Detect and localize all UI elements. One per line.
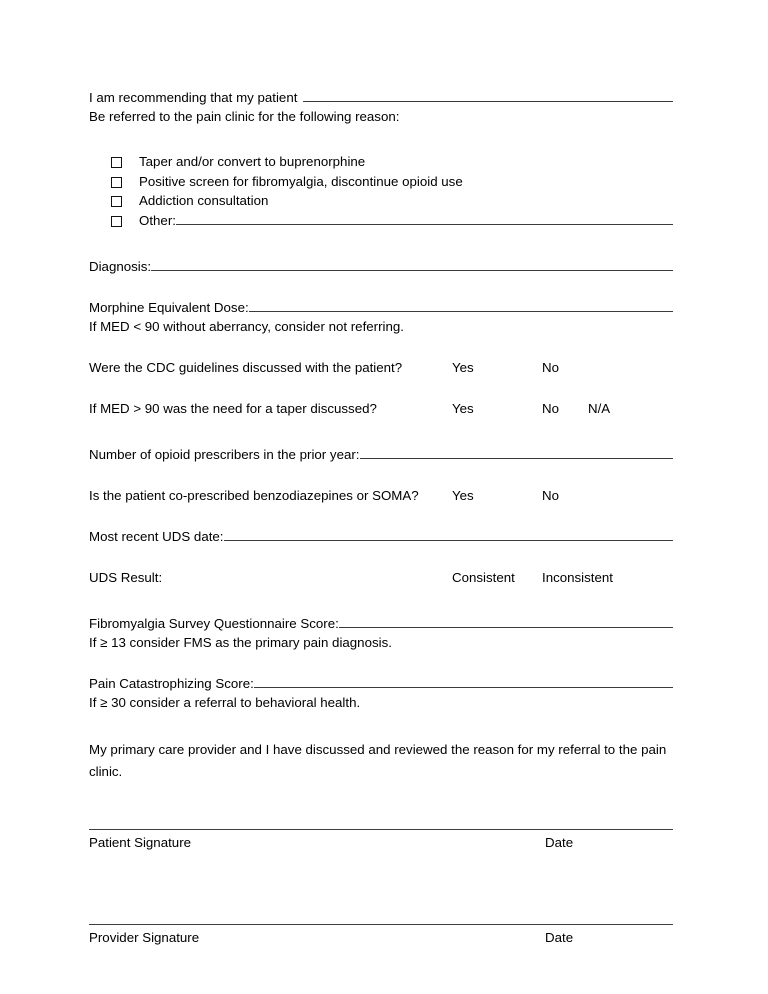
spacer: [89, 505, 673, 527]
referral-label: Be referred to the pain clinic for the following reason:: [89, 109, 400, 124]
option-no[interactable]: No: [542, 360, 559, 375]
spacer: [89, 712, 673, 739]
reason-checkbox-list: [89, 152, 673, 230]
pcs-note: If ≥ 30 consider a referral to behavioral health.: [89, 695, 361, 710]
referral-reason-row: [89, 107, 673, 126]
question-text: Is the patient co-prescribed benzodiazepines or SOMA?: [89, 488, 419, 503]
question-text: If MED > 90 was the need for a taper discussed?: [89, 401, 377, 416]
option-yes[interactable]: Yes: [452, 488, 474, 503]
patient-signature-label: Patient Signature: [89, 835, 192, 850]
question-text: UDS Result:: [89, 570, 163, 585]
provider-signature-block: [89, 924, 673, 949]
pcs-blank[interactable]: [254, 675, 673, 688]
spacer: [89, 652, 673, 674]
empty-checkbox-icon[interactable]: [111, 196, 122, 207]
fsq-note-row: [89, 633, 673, 652]
question-uds-result: [89, 568, 673, 587]
question-taper-discussed: [89, 399, 673, 418]
provider-signature-label: Provider Signature: [89, 930, 200, 945]
patient-date-label: Date: [545, 835, 574, 850]
spacer: [89, 377, 673, 399]
signature-labels: [89, 833, 673, 854]
prescribers-label: Number of opioid prescribers in the prior year:: [89, 447, 360, 462]
empty-checkbox-icon[interactable]: [111, 216, 122, 227]
uds-date-label: Most recent UDS date:: [89, 529, 224, 544]
list-item[interactable]: [89, 172, 673, 192]
med-row: [89, 298, 673, 317]
question-text: Were the CDC guidelines discussed with the patient?: [89, 360, 403, 375]
option-consistent[interactable]: Consistent: [452, 570, 515, 585]
list-item-label: Addiction consultation: [139, 193, 269, 208]
question-benzodiazepines-soma: [89, 486, 673, 505]
spacer: [89, 854, 673, 924]
spacer: [89, 230, 673, 257]
pcs-label: Pain Catastrophizing Score:: [89, 676, 254, 691]
form-body: [89, 88, 673, 949]
signature-line[interactable]: [89, 924, 673, 925]
list-item-label: Other:: [139, 212, 176, 228]
empty-checkbox-icon[interactable]: [111, 157, 122, 168]
signature-labels: [89, 928, 673, 949]
prescribers-row: [89, 445, 673, 464]
pcs-note-row: [89, 693, 673, 712]
spacer: [89, 336, 673, 358]
spacer: [89, 587, 673, 614]
list-item[interactable]: [89, 211, 673, 231]
option-na[interactable]: N/A: [588, 401, 611, 416]
diagnosis-label: Diagnosis:: [89, 259, 152, 274]
pcs-row: [89, 674, 673, 693]
list-item-label: Positive screen for fibromyalgia, discontinue opioid use: [139, 173, 463, 189]
list-item[interactable]: [89, 152, 673, 172]
diagnosis-blank[interactable]: [151, 258, 673, 271]
fsq-row: [89, 614, 673, 633]
med-blank[interactable]: [249, 299, 673, 312]
patient-signature-block: [89, 829, 673, 854]
fsq-label: Fibromyalgia Survey Questionnaire Score:: [89, 616, 339, 631]
option-inconsistent[interactable]: Inconsistent: [542, 570, 613, 585]
option-no[interactable]: No: [542, 488, 559, 503]
empty-checkbox-icon[interactable]: [111, 177, 122, 188]
spacer: [89, 464, 673, 486]
med-note: If MED < 90 without aberrancy, consider not referring.: [89, 319, 404, 334]
recommend-row: [89, 88, 673, 107]
question-cdc-guidelines-discussed: [89, 358, 673, 377]
recommend-label: I am recommending that my patient: [89, 90, 298, 105]
med-note-row: [89, 317, 673, 336]
prescribers-blank[interactable]: [360, 446, 674, 459]
list-item-label: Taper and/or convert to buprenorphine: [139, 154, 366, 169]
option-no[interactable]: No: [542, 401, 559, 416]
fsq-blank[interactable]: [339, 615, 673, 628]
uds-date-blank[interactable]: [224, 528, 673, 541]
uds-date-row: [89, 527, 673, 546]
signature-line[interactable]: [89, 829, 673, 830]
fsq-note: If ≥ 13 consider FMS as the primary pain diagnosis.: [89, 635, 392, 650]
spacer: [89, 783, 673, 829]
option-yes[interactable]: Yes: [452, 360, 474, 375]
list-item[interactable]: [89, 191, 673, 211]
other-reason-blank[interactable]: [176, 212, 673, 225]
diagnosis-row: [89, 257, 673, 276]
spacer: [89, 418, 673, 445]
option-yes[interactable]: Yes: [452, 401, 474, 416]
attestation-text: My primary care provider and I have discussed and reviewed the reason for my referral to the pain clinic.: [89, 742, 667, 779]
med-label: Morphine Equivalent Dose:: [89, 300, 249, 315]
spacer: [89, 546, 673, 568]
spacer: [89, 276, 673, 298]
provider-date-label: Date: [545, 930, 574, 945]
patient-name-blank[interactable]: [303, 89, 673, 102]
